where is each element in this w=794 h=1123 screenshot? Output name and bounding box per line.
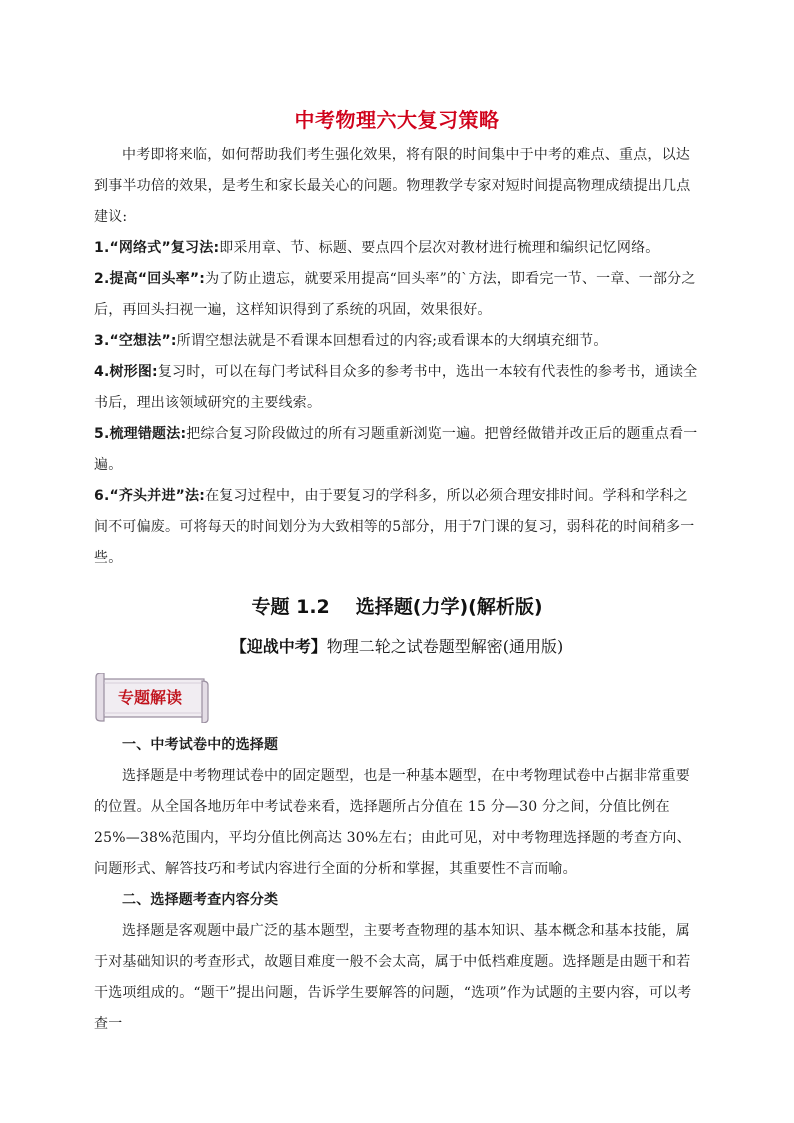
- strategy-item-5: [94, 419, 700, 481]
- banner-label: 专题解读: [118, 688, 183, 707]
- heading-1: 一、中考试卷中的选择题: [122, 737, 279, 753]
- strategy-label: 5.梳理错题法:: [94, 426, 187, 442]
- body-section: [94, 730, 700, 1040]
- section-subtitle: [0, 634, 794, 657]
- subtitle-bracket: 【迎战中考】: [230, 637, 327, 656]
- strategy-text: 为了防止遗忘，就要采用提高“回头率”的`方法，即看完一节、一章、一部分之后，再回头扫视一遍，这样知识得到了系统的巩固，效果很好。: [94, 271, 696, 318]
- strategy-text: 在复习过程中，由于要复习的学科多，所以必须合理安排时间。学科和学科之间不可偏废。可将每天的时间划分为大致相等的5部分，用于7门课的复习，弱科花的时间稍多一些。: [94, 488, 695, 566]
- heading-2: 二、选择题考查内容分类: [122, 892, 279, 908]
- paragraph-1: 选择题是中考物理试卷中的固定题型，也是一种基本题型，在中考物理试卷中占据非常重要的位置。从全国各地历年中考试卷来看，选择题所占分值在 15 分—30 分之间，分值比例在 25%—38%范围内，平均分值比例高达 30%左右；由此可见，对中考物理选择题的考查方向、问题形式、解答技巧和考试内容进行全面的分析和掌握，其重要性不言而喻。: [94, 768, 691, 877]
- intro-paragraph: 中考即将来临，如何帮助我们考生强化效果，将有限的时间集中于中考的难点、重点，以达到事半功倍的效果，是考生和家长最关心的问题。物理教学专家对短时间提高物理成绩提出几点建议:: [94, 147, 691, 225]
- strategy-item-2: [94, 264, 700, 326]
- strategy-label: 3.“空想法”:: [94, 333, 177, 349]
- section-name: 选择题(力学)(解析版): [355, 596, 543, 618]
- strategy-text: 所谓空想法就是不看课本回想看过的内容;或看课本的大纲填充细节。: [176, 333, 608, 349]
- strategy-item-4: [94, 357, 700, 419]
- strategy-label: 4.树形图:: [94, 364, 158, 380]
- section-number: 专题 1.2: [251, 596, 330, 618]
- strategy-item-1: [94, 233, 700, 264]
- section-title: [0, 592, 794, 619]
- strategy-label: 1.“网络式”复习法:: [94, 240, 220, 256]
- strategy-section: [94, 140, 700, 574]
- page-title: 中考物理六大复习策略: [294, 108, 500, 132]
- strategy-label: 2.提高“回头率”:: [94, 271, 206, 287]
- strategy-label: 6.“齐头并进”法:: [94, 488, 206, 504]
- paragraph-2: 选择题是客观题中最广泛的基本题型，主要考查物理的基本知识、基本概念和基本技能，属于对基础知识的考查形式，故题目难度一般不会太高，属于中低档难度题。选择题是由题干和若干选项组成的。“题干”提出问题，告诉学生要解答的问题，“选项”作为试题的主要内容，可以考查一: [94, 923, 692, 1032]
- strategy-text: 把综合复习阶段做过的所有习题重新浏览一遍。把曾经做错并改正后的题重点看一遍。: [94, 426, 698, 473]
- strategy-item-6: [94, 481, 700, 574]
- subtitle-text: 物理二轮之试卷题型解密(通用版): [326, 637, 564, 656]
- strategy-item-3: [94, 326, 700, 357]
- strategy-text: 复习时，可以在每门考试科目众多的参考书中，选出一本较有代表性的参考书，通读全书后，理出该领域研究的主要线索。: [94, 364, 698, 411]
- strategy-text: 即采用章、节、标题、要点四个层次对教材进行梳理和编织记忆网络。: [219, 240, 660, 256]
